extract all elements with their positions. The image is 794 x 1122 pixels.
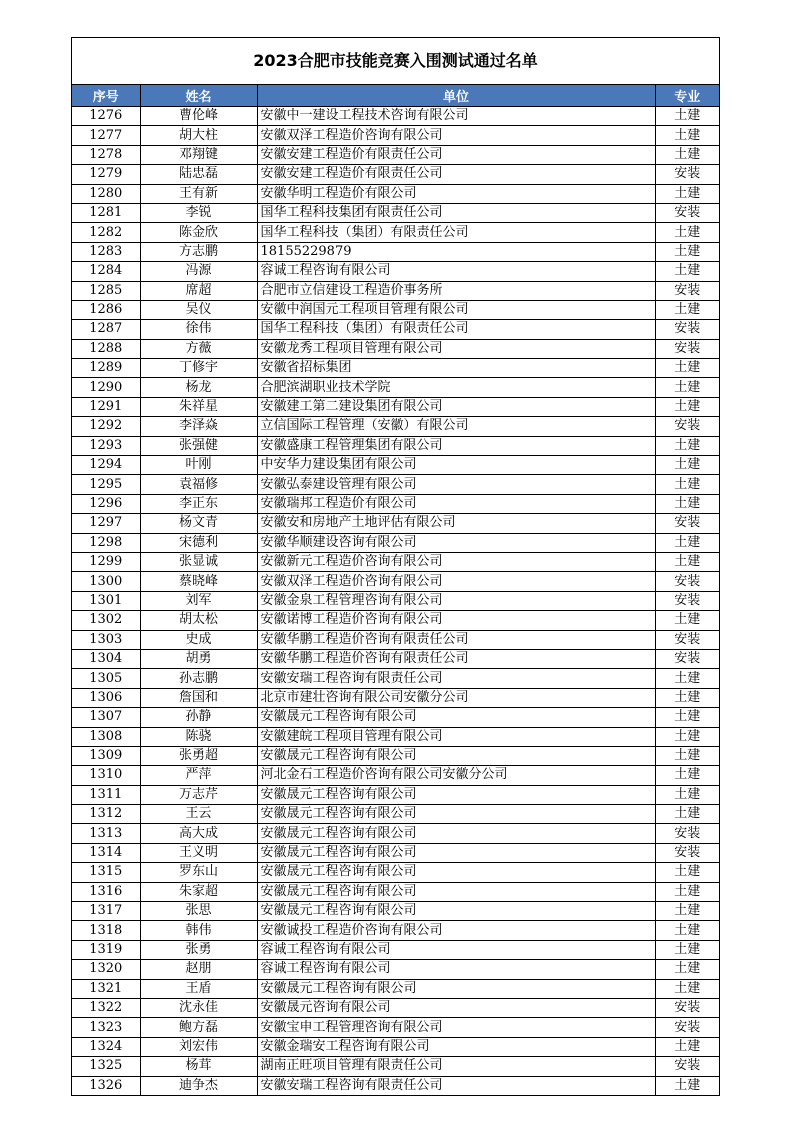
row-unit: 安徽宝申工程管理咨询有限公司 [257,1018,655,1037]
row-name: 刘宏伟 [140,1037,257,1056]
row-major: 土建 [655,456,719,475]
row-unit: 安徽晟元工程咨询有限公司 [257,805,655,824]
row-major: 安装 [655,998,719,1017]
row-name: 杨龙 [140,378,257,397]
row-seq: 1305 [72,669,140,688]
table-row [72,397,719,416]
table-row [72,378,719,397]
row-unit: 安徽金泉工程管理咨询有限公司 [257,591,655,610]
table-row [72,262,719,281]
row-major: 土建 [655,145,719,164]
row-seq: 1280 [72,184,140,203]
table-row [72,940,719,959]
row-seq: 1316 [72,882,140,901]
row-major: 土建 [655,979,719,998]
row-seq: 1323 [72,1018,140,1037]
row-major: 安装 [655,843,719,862]
row-name: 方志鹏 [140,242,257,261]
row-name: 李锐 [140,203,257,222]
row-unit: 安徽新元工程造价咨询有限公司 [257,552,655,571]
row-unit: 安徽华顺建设咨询有限公司 [257,533,655,552]
table-row [72,746,719,765]
row-major: 土建 [655,300,719,319]
table-row [72,921,719,940]
row-major: 土建 [655,533,719,552]
row-major: 土建 [655,359,719,378]
row-unit: 国华工程科技集团有限责任公司 [257,203,655,222]
row-major: 土建 [655,960,719,979]
row-name: 冯源 [140,262,257,281]
row-unit: 容诚工程咨询有限公司 [257,262,655,281]
row-name: 赵朋 [140,960,257,979]
row-major: 土建 [655,882,719,901]
row-major: 土建 [655,766,719,785]
row-seq: 1303 [72,630,140,649]
row-major: 土建 [655,475,719,494]
document-title: 2023合肥市技能竞赛入围测试通过名单 [72,38,719,85]
row-seq: 1302 [72,611,140,630]
row-major: 土建 [655,1037,719,1056]
row-unit: 安徽晟元咨询有限公司 [257,998,655,1017]
table-row [72,882,719,901]
row-name: 李正东 [140,494,257,513]
row-unit: 安徽安建工程造价有限责任公司 [257,145,655,164]
row-unit: 安徽双泽工程造价咨询有限公司 [257,572,655,591]
header-name: 姓名 [140,85,257,107]
row-seq: 1308 [72,727,140,746]
row-unit: 安徽建工第二建设集团有限公司 [257,397,655,416]
table-row [72,533,719,552]
row-name: 张思 [140,902,257,921]
row-unit: 安徽诺博工程造价咨询有限公司 [257,611,655,630]
row-seq: 1296 [72,494,140,513]
row-unit: 合肥市立信建设工程造价事务所 [257,281,655,300]
row-major: 土建 [655,708,719,727]
row-major: 安装 [655,649,719,668]
row-name: 方薇 [140,339,257,358]
row-major: 土建 [655,378,719,397]
row-seq: 1322 [72,998,140,1017]
row-seq: 1282 [72,223,140,242]
row-unit: 安徽省招标集团 [257,359,655,378]
row-unit: 安徽晟元工程咨询有限公司 [257,882,655,901]
row-seq: 1317 [72,902,140,921]
row-name: 吴仪 [140,300,257,319]
table-row [72,184,719,203]
row-unit: 安徽龙秀工程项目管理有限公司 [257,339,655,358]
row-major: 安装 [655,591,719,610]
table-row [72,436,719,455]
table-row [72,126,719,145]
row-major: 土建 [655,727,719,746]
row-name: 罗东山 [140,863,257,882]
row-seq: 1311 [72,785,140,804]
row-name: 王义明 [140,843,257,862]
row-unit: 安徽瑞邦工程造价有限公司 [257,494,655,513]
row-seq: 1313 [72,824,140,843]
row-name: 孙志鹏 [140,669,257,688]
row-major: 土建 [655,1076,719,1095]
table-row [72,223,719,242]
row-name: 王有新 [140,184,257,203]
row-unit: 中安华力建设集团有限公司 [257,456,655,475]
table-row [72,514,719,533]
row-seq: 1291 [72,397,140,416]
row-major: 土建 [655,126,719,145]
row-major: 土建 [655,863,719,882]
row-seq: 1315 [72,863,140,882]
row-major: 安装 [655,824,719,843]
table-row [72,843,719,862]
row-major: 土建 [655,242,719,261]
row-name: 朱家超 [140,882,257,901]
row-unit: 立信国际工程管理（安徽）有限公司 [257,417,655,436]
row-seq: 1324 [72,1037,140,1056]
row-major: 土建 [655,688,719,707]
row-major: 土建 [655,223,719,242]
table-row [72,475,719,494]
table-row [72,165,719,184]
row-name: 邓翔键 [140,145,257,164]
row-name: 高大成 [140,824,257,843]
row-name: 胡大柱 [140,126,257,145]
row-unit: 安徽华鹏工程造价咨询有限责任公司 [257,649,655,668]
table-row [72,281,719,300]
row-major: 土建 [655,397,719,416]
row-unit: 安徽弘泰建设管理有限公司 [257,475,655,494]
row-seq: 1300 [72,572,140,591]
row-name: 席超 [140,281,257,300]
row-major: 安装 [655,514,719,533]
row-unit: 安徽中一建设工程技术咨询有限公司 [257,107,655,126]
row-name: 杨文青 [140,514,257,533]
table-row [72,727,719,746]
row-seq: 1285 [72,281,140,300]
row-unit: 安徽安瑞工程咨询有限责任公司 [257,669,655,688]
row-seq: 1312 [72,805,140,824]
row-name: 鲍方磊 [140,1018,257,1037]
row-name: 陈金欣 [140,223,257,242]
row-major: 安装 [655,1018,719,1037]
row-name: 刘军 [140,591,257,610]
row-seq: 1290 [72,378,140,397]
row-name: 史成 [140,630,257,649]
table-row [72,649,719,668]
table-row [72,824,719,843]
row-name: 蔡晓峰 [140,572,257,591]
table-row [72,1057,719,1076]
table-header-row [72,85,719,107]
row-seq: 1321 [72,979,140,998]
table-row [72,145,719,164]
row-unit: 安徽中润国元工程项目管理有限公司 [257,300,655,319]
table-row [72,359,719,378]
row-major: 土建 [655,785,719,804]
table-row [72,300,719,319]
row-name: 孙静 [140,708,257,727]
row-name: 徐伟 [140,320,257,339]
table-row [72,242,719,261]
table-row [72,630,719,649]
row-unit: 安徽金瑞安工程咨询有限公司 [257,1037,655,1056]
row-name: 陆忠磊 [140,165,257,184]
row-name: 朱祥星 [140,397,257,416]
row-unit: 安徽晟元工程咨询有限公司 [257,708,655,727]
table-row [72,611,719,630]
row-seq: 1310 [72,766,140,785]
row-major: 土建 [655,262,719,281]
row-unit: 安徽晟元工程咨询有限公司 [257,746,655,765]
row-seq: 1278 [72,145,140,164]
table-row [72,320,719,339]
row-seq: 1294 [72,456,140,475]
row-name: 张显诚 [140,552,257,571]
name-list-table [72,85,719,1095]
row-unit: 安徽晟元工程咨询有限公司 [257,824,655,843]
row-unit: 安徽晟元工程咨询有限公司 [257,843,655,862]
row-name: 迪争杰 [140,1076,257,1095]
table-row [72,805,719,824]
row-seq: 1297 [72,514,140,533]
row-name: 李泽焱 [140,417,257,436]
row-seq: 1279 [72,165,140,184]
row-seq: 1287 [72,320,140,339]
table-row [72,1037,719,1056]
row-name: 宋德利 [140,533,257,552]
row-major: 安装 [655,572,719,591]
row-major: 安装 [655,339,719,358]
row-name: 丁修宇 [140,359,257,378]
row-seq: 1307 [72,708,140,727]
row-major: 安装 [655,281,719,300]
row-name: 詹国和 [140,688,257,707]
row-unit: 容诚工程咨询有限公司 [257,940,655,959]
row-seq: 1318 [72,921,140,940]
header-seq: 序号 [72,85,140,107]
table-row [72,902,719,921]
row-major: 土建 [655,940,719,959]
row-major: 安装 [655,630,719,649]
table-row [72,1018,719,1037]
row-name: 王盾 [140,979,257,998]
row-unit: 安徽晟元工程咨询有限公司 [257,863,655,882]
row-unit: 安徽诚投工程造价咨询有限公司 [257,921,655,940]
table-row [72,669,719,688]
row-seq: 1286 [72,300,140,319]
row-seq: 1319 [72,940,140,959]
row-unit: 安徽建皖工程项目管理有限公司 [257,727,655,746]
row-unit: 北京市建壮咨询有限公司安徽分公司 [257,688,655,707]
row-major: 土建 [655,552,719,571]
row-unit: 18155229879 [257,242,655,261]
table-row [72,107,719,126]
row-seq: 1306 [72,688,140,707]
row-name: 叶刚 [140,456,257,475]
row-seq: 1320 [72,960,140,979]
row-name: 袁福修 [140,475,257,494]
row-major: 土建 [655,669,719,688]
row-major: 土建 [655,746,719,765]
row-major: 安装 [655,1057,719,1076]
row-unit: 安徽安瑞工程咨询有限责任公司 [257,1076,655,1095]
row-name: 曹伦峰 [140,107,257,126]
table-row [72,863,719,882]
row-name: 张强健 [140,436,257,455]
row-unit: 安徽晟元工程咨询有限公司 [257,902,655,921]
table-row [72,785,719,804]
row-major: 土建 [655,921,719,940]
row-major: 土建 [655,902,719,921]
row-unit: 合肥滨湖职业技术学院 [257,378,655,397]
row-unit: 安徽晟元工程咨询有限公司 [257,979,655,998]
table-row [72,417,719,436]
row-major: 土建 [655,805,719,824]
row-major: 安装 [655,203,719,222]
table-row [72,766,719,785]
name-list-sheet [71,37,720,1096]
row-major: 土建 [655,436,719,455]
row-name: 陈骁 [140,727,257,746]
table-row [72,203,719,222]
row-seq: 1309 [72,746,140,765]
row-name: 杨茸 [140,1057,257,1076]
row-seq: 1292 [72,417,140,436]
row-unit: 安徽安建工程造价有限责任公司 [257,165,655,184]
table-row [72,1076,719,1095]
row-seq: 1284 [72,262,140,281]
row-unit: 安徽华明工程造价有限公司 [257,184,655,203]
row-major: 土建 [655,184,719,203]
table-row [72,494,719,513]
row-major: 安装 [655,320,719,339]
row-seq: 1276 [72,107,140,126]
row-unit: 国华工程科技（集团）有限责任公司 [257,320,655,339]
table-row [72,688,719,707]
row-name: 胡太松 [140,611,257,630]
row-seq: 1293 [72,436,140,455]
row-seq: 1298 [72,533,140,552]
table-row [72,591,719,610]
row-major: 土建 [655,494,719,513]
header-unit: 单位 [257,85,655,107]
row-name: 胡勇 [140,649,257,668]
row-major: 安装 [655,417,719,436]
table-row [72,456,719,475]
row-name: 王云 [140,805,257,824]
row-name: 严萍 [140,766,257,785]
row-unit: 安徽安和房地产土地评估有限公司 [257,514,655,533]
row-unit: 安徽双泽工程造价咨询有限公司 [257,126,655,145]
row-major: 安装 [655,165,719,184]
row-seq: 1277 [72,126,140,145]
row-seq: 1288 [72,339,140,358]
row-major: 土建 [655,611,719,630]
header-major: 专业 [655,85,719,107]
row-seq: 1283 [72,242,140,261]
row-seq: 1289 [72,359,140,378]
row-seq: 1299 [72,552,140,571]
row-major: 土建 [655,107,719,126]
row-unit: 安徽盛康工程管理集团有限公司 [257,436,655,455]
row-unit: 安徽华鹏工程造价咨询有限责任公司 [257,630,655,649]
row-seq: 1325 [72,1057,140,1076]
row-seq: 1301 [72,591,140,610]
table-row [72,960,719,979]
row-name: 张勇超 [140,746,257,765]
row-name: 沈永佳 [140,998,257,1017]
row-unit: 容诚工程咨询有限公司 [257,960,655,979]
row-name: 张勇 [140,940,257,959]
row-name: 万志芹 [140,785,257,804]
row-seq: 1281 [72,203,140,222]
row-unit: 安徽晟元工程咨询有限公司 [257,785,655,804]
row-seq: 1314 [72,843,140,862]
table-row [72,998,719,1017]
table-row [72,552,719,571]
row-name: 韩伟 [140,921,257,940]
row-seq: 1326 [72,1076,140,1095]
table-row [72,708,719,727]
row-seq: 1304 [72,649,140,668]
table-row [72,339,719,358]
row-unit: 国华工程科技（集团）有限责任公司 [257,223,655,242]
row-unit: 河北金石工程造价咨询有限公司安徽分公司 [257,766,655,785]
table-row [72,572,719,591]
table-row [72,979,719,998]
row-unit: 湖南正旺项目管理有限责任公司 [257,1057,655,1076]
row-seq: 1295 [72,475,140,494]
